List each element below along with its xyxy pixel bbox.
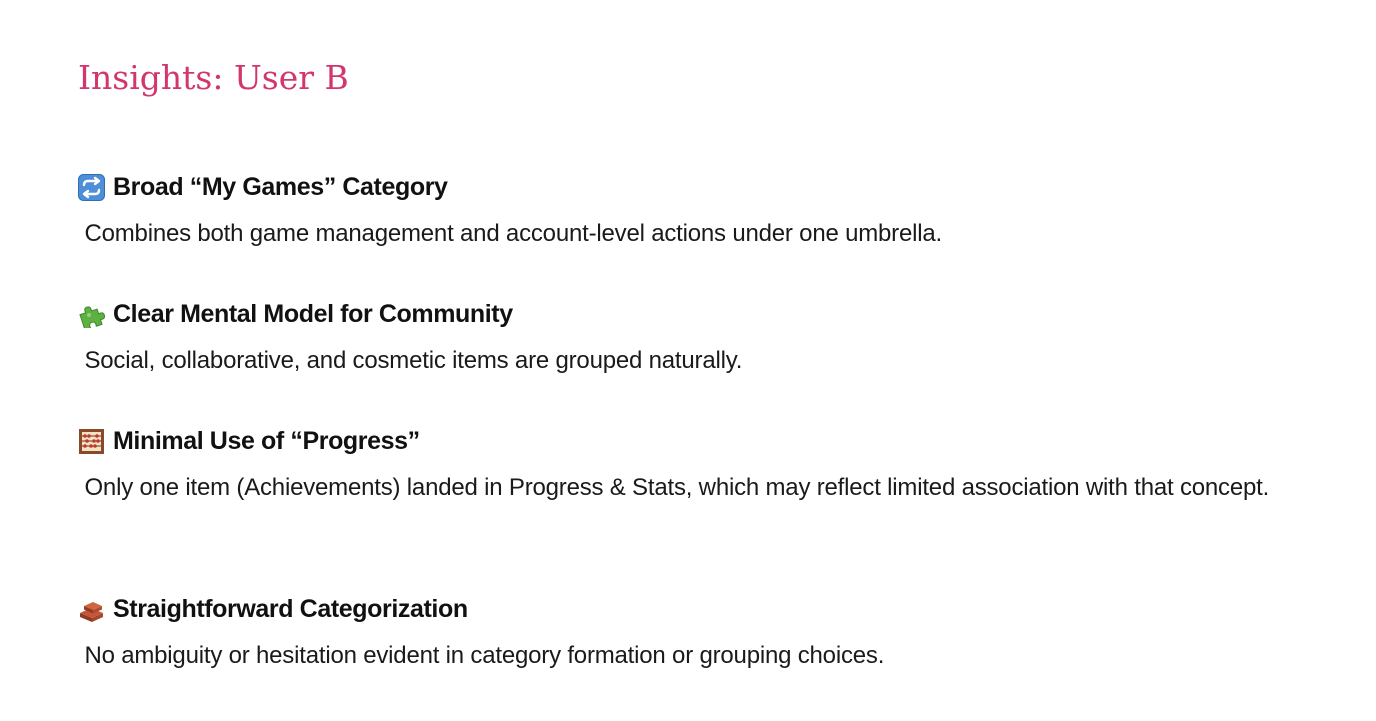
puzzle-piece-icon (78, 301, 105, 328)
insight-heading-row (78, 424, 1338, 458)
bricks-icon (78, 596, 105, 623)
page-title: Insights: User B (78, 58, 349, 97)
insight-description: No ambiguity or hesitation evident in category formation or grouping choices. (78, 642, 885, 669)
insight-description: Social, collaborative, and cosmetic items are grouped naturally. (78, 347, 743, 374)
insight-item (78, 592, 1338, 677)
abacus-icon (78, 428, 105, 455)
insight-heading: Straightforward Categorization (113, 595, 468, 623)
insight-heading-row (78, 592, 1338, 626)
insight-heading: Clear Mental Model for Community (113, 300, 513, 328)
insight-heading: Minimal Use of “Progress” (113, 427, 420, 455)
insight-description: Combines both game management and account-level actions under one umbrella. (78, 220, 942, 247)
insight-heading-row (78, 297, 1338, 331)
insight-item (78, 170, 1338, 255)
insight-heading: Broad “My Games” Category (113, 173, 448, 201)
insight-item (78, 297, 1338, 382)
insight-item (78, 424, 1338, 509)
insight-heading-row (78, 170, 1338, 204)
insight-description: Only one item (Achievements) landed in Progress & Stats, which may reflect limited association with that concept. (78, 474, 1270, 501)
repeat-arrows-icon (78, 174, 105, 201)
